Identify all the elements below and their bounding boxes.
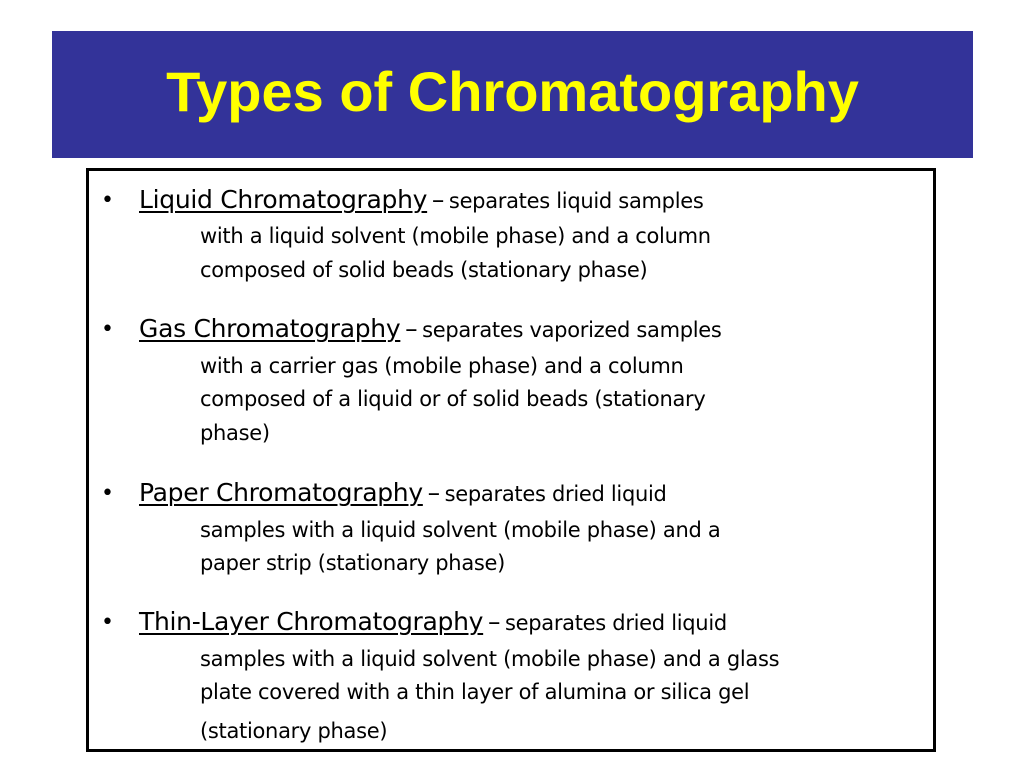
item-term: Paper Chromatography	[139, 478, 423, 507]
item-first-line	[139, 607, 727, 636]
item-desc-line: separates liquid samples	[448, 189, 704, 213]
item-desc-line: paper strip (stationary phase)	[200, 551, 506, 575]
bullet-icon: •	[101, 481, 114, 506]
item-term: Liquid Chromatography	[139, 185, 428, 214]
bullet-icon: •	[101, 610, 114, 635]
slide-title: Types of Chromatography	[166, 59, 859, 123]
item-desc-line: plate covered with a thin layer of alumina or silica gel	[200, 680, 750, 704]
item-desc-line: samples with a liquid solvent (mobile phase) and a	[200, 518, 721, 542]
item-dash: –	[427, 478, 440, 507]
bullet-icon: •	[101, 188, 114, 213]
item-desc-line: separates dried liquid	[504, 611, 727, 635]
item-first-line	[139, 478, 667, 507]
title-banner	[52, 31, 973, 158]
item-term: Gas Chromatography	[139, 314, 401, 343]
item-desc-line: separates vaporized samples	[422, 318, 722, 342]
item-desc-line: with a carrier gas (mobile phase) and a column	[200, 354, 684, 378]
item-desc-line: separates dried liquid	[444, 482, 667, 506]
item-desc-line: with a liquid solvent (mobile phase) and a column	[200, 224, 711, 248]
item-dash: –	[405, 314, 418, 343]
item-desc-line: phase)	[200, 421, 270, 445]
item-dash: –	[431, 185, 445, 214]
item-term: Thin-Layer Chromatography	[139, 607, 484, 636]
content-box	[86, 168, 936, 752]
bullet-icon: •	[101, 317, 114, 342]
item-first-line	[139, 185, 704, 214]
item-first-line	[139, 314, 722, 343]
item-desc-line: (stationary phase)	[200, 719, 388, 743]
item-desc-line: composed of a liquid or of solid beads (stationary	[200, 387, 706, 411]
item-desc-line: composed of solid beads (stationary phase)	[200, 258, 648, 282]
item-desc-line: samples with a liquid solvent (mobile phase) and a glass	[200, 647, 780, 671]
item-dash: –	[487, 607, 501, 636]
